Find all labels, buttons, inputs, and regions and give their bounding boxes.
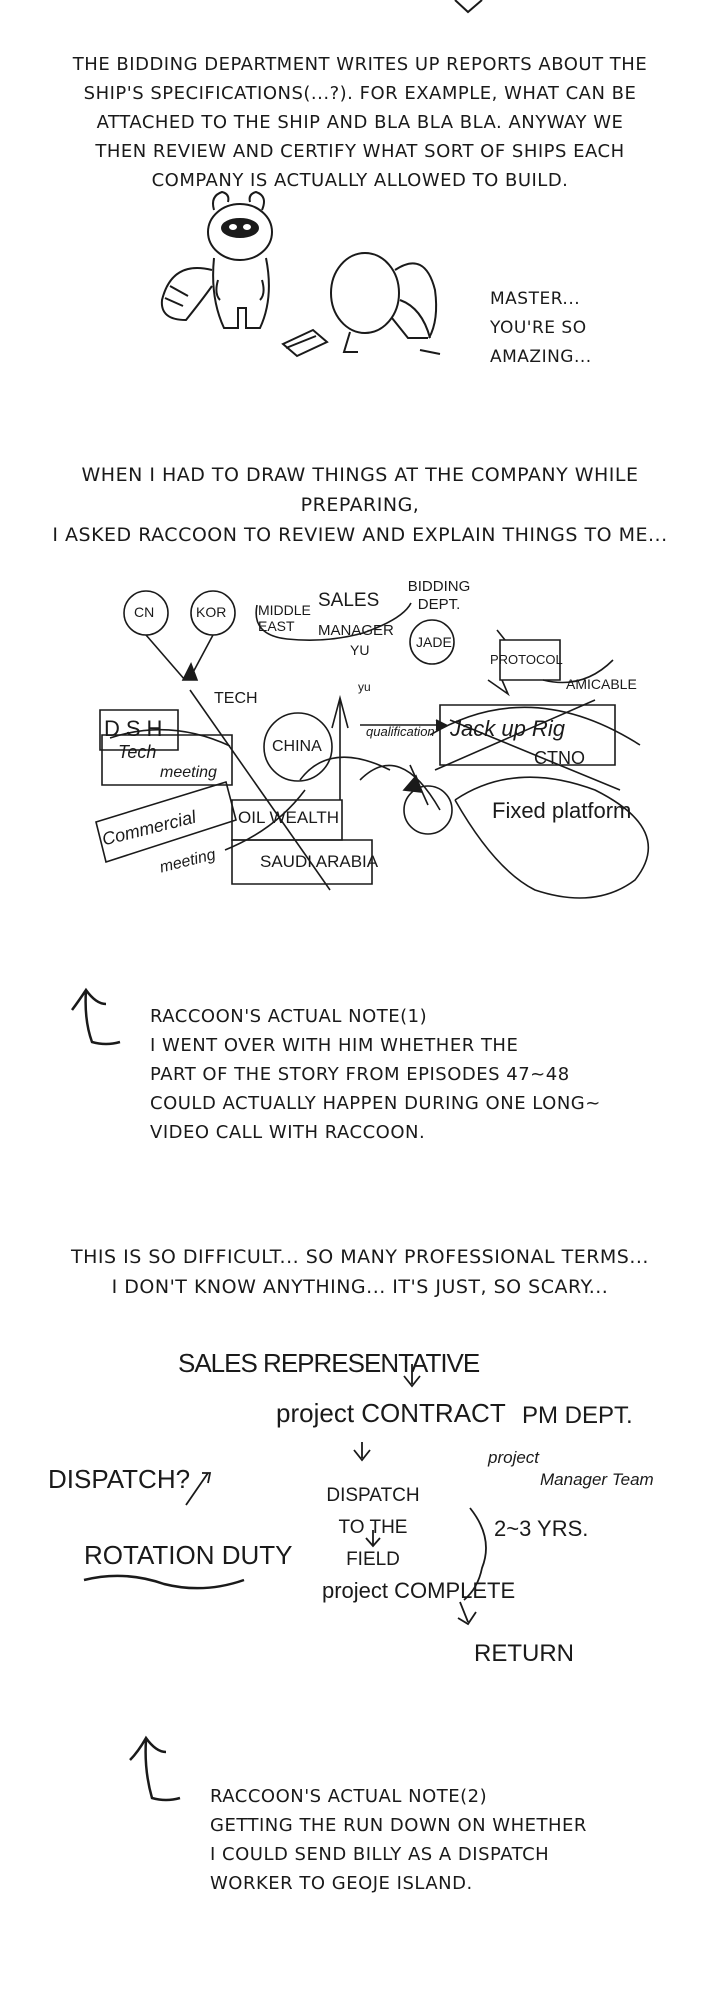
caption-line: THEN REVIEW AND CERTIFY WHAT SORT OF SHIPS EACH	[95, 141, 625, 162]
label-rotation-duty: ROTATION DUTY	[84, 1540, 293, 1570]
label-jack-up-rig: Jack up Rig	[450, 716, 565, 741]
label-project-contract: project CONTRACT	[276, 1398, 506, 1428]
label-pm-team-2: Manager Team	[540, 1470, 654, 1489]
note-line: PART OF THE STORY FROM EPISODES 47~48	[150, 1064, 570, 1085]
label-tech-meeting-1: Tech	[118, 742, 157, 762]
label-fixed-platform: Fixed platform	[492, 798, 632, 823]
label-qualification: qualification	[366, 724, 435, 739]
label-pm-team-1: project	[488, 1448, 540, 1467]
note-line: COULD ACTUALLY HAPPEN DURING ONE LONG~	[150, 1093, 601, 1114]
caption-line: COMPANY IS ACTUALLY ALLOWED TO BUILD.	[151, 170, 569, 191]
dispatch-line: DISPATCH	[326, 1485, 420, 1506]
caption-line: I ASKED RACCOON TO REVIEW AND EXPLAIN THINGS TO ME...	[52, 524, 668, 546]
label-jade: JADE	[416, 634, 452, 650]
caption-line: ATTACHED TO THE SHIP AND BLA BLA BLA. ANYWAY WE	[96, 112, 624, 133]
speech-line: MASTER...	[490, 289, 581, 309]
panel3-caption	[20, 1242, 700, 1302]
panel2-caption	[20, 460, 700, 550]
note-line: GETTING THE RUN DOWN ON WHETHER	[210, 1815, 587, 1836]
label-middle-east: MIDDLE EAST	[258, 602, 311, 634]
speech-line: AMAZING...	[490, 347, 592, 367]
note-line: VIDEO CALL WITH RACCOON.	[150, 1122, 426, 1143]
label-dsh: DSH	[104, 716, 169, 741]
caption-line: THE BIDDING DEPARTMENT WRITES UP REPORTS ABOUT THE	[72, 54, 648, 75]
note2	[210, 1782, 690, 1898]
label-yu: YU	[350, 642, 370, 658]
label-dispatch-question: DISPATCH?	[48, 1464, 191, 1494]
note-line: I COULD SEND BILLY AS A DISPATCH	[210, 1844, 550, 1865]
label-project-complete: project COMPLETE	[322, 1578, 516, 1603]
label-sales: SALES	[318, 590, 380, 611]
label-cn: CN	[134, 604, 155, 620]
caption-line: THIS IS SO DIFFICULT... SO MANY PROFESSIONAL TERMS...	[71, 1246, 649, 1268]
note1	[150, 1002, 690, 1147]
label-sales-representative: SALES REPRESENTATIVE	[178, 1348, 480, 1378]
label-dispatch-field	[318, 1480, 428, 1576]
label-ctno: CTNO	[534, 748, 585, 768]
label-tech-meeting-2: meeting	[160, 764, 217, 781]
speech-line: YOU'RE SO	[490, 318, 587, 338]
label-protocol: PROTOCOL	[490, 652, 563, 667]
floor-item	[283, 330, 327, 356]
label-saudi-arabia: SAUDI ARABIA	[260, 852, 379, 871]
label-bidding-dept: BIDDING DEPT.	[407, 578, 471, 613]
note-line: I WENT OVER WITH HIM WHETHER THE	[150, 1035, 519, 1056]
caption-line: WHEN I HAD TO DRAW THINGS AT THE COMPANY WHILE PREPARING,	[81, 464, 639, 516]
note1-arrow-icon	[72, 990, 120, 1044]
bowing-character	[331, 253, 440, 354]
label-amicable: AMICABLE	[566, 676, 637, 692]
label-years: 2~3 YRS.	[494, 1516, 589, 1541]
note-line: RACCOON'S ACTUAL NOTE(2)	[210, 1786, 488, 1807]
label-tech: TECH	[214, 690, 258, 707]
top-arrow-fragment	[455, 0, 482, 12]
caption-line: SHIP'S SPECIFICATIONS(...?). FOR EXAMPLE, WHAT CAN BE	[83, 83, 637, 104]
label-commercial-1: Commercial	[100, 806, 199, 850]
note-line: RACCOON'S ACTUAL NOTE(1)	[150, 1006, 428, 1027]
raccoon-character	[162, 192, 272, 328]
dispatch-line: TO THE FIELD	[338, 1517, 408, 1570]
panel1-caption	[40, 50, 680, 195]
label-manager: MANAGER	[318, 622, 394, 639]
note-line: WORKER TO GEOJE ISLAND.	[210, 1873, 473, 1894]
label-oil-wealth: OIL WEALTH	[238, 808, 340, 827]
label-return: RETURN	[474, 1640, 574, 1667]
label-pm-dept: PM DEPT.	[522, 1402, 633, 1429]
label-yu-small: yu	[358, 680, 371, 694]
label-kor: KOR	[196, 604, 227, 620]
speech-bubble	[490, 285, 592, 372]
label-china: CHINA	[272, 738, 322, 755]
note2-arrow-icon	[130, 1738, 180, 1800]
caption-line: I DON'T KNOW ANYTHING... IT'S JUST, SO SCARY...	[111, 1276, 609, 1298]
label-commercial-2: meeting	[158, 846, 218, 877]
